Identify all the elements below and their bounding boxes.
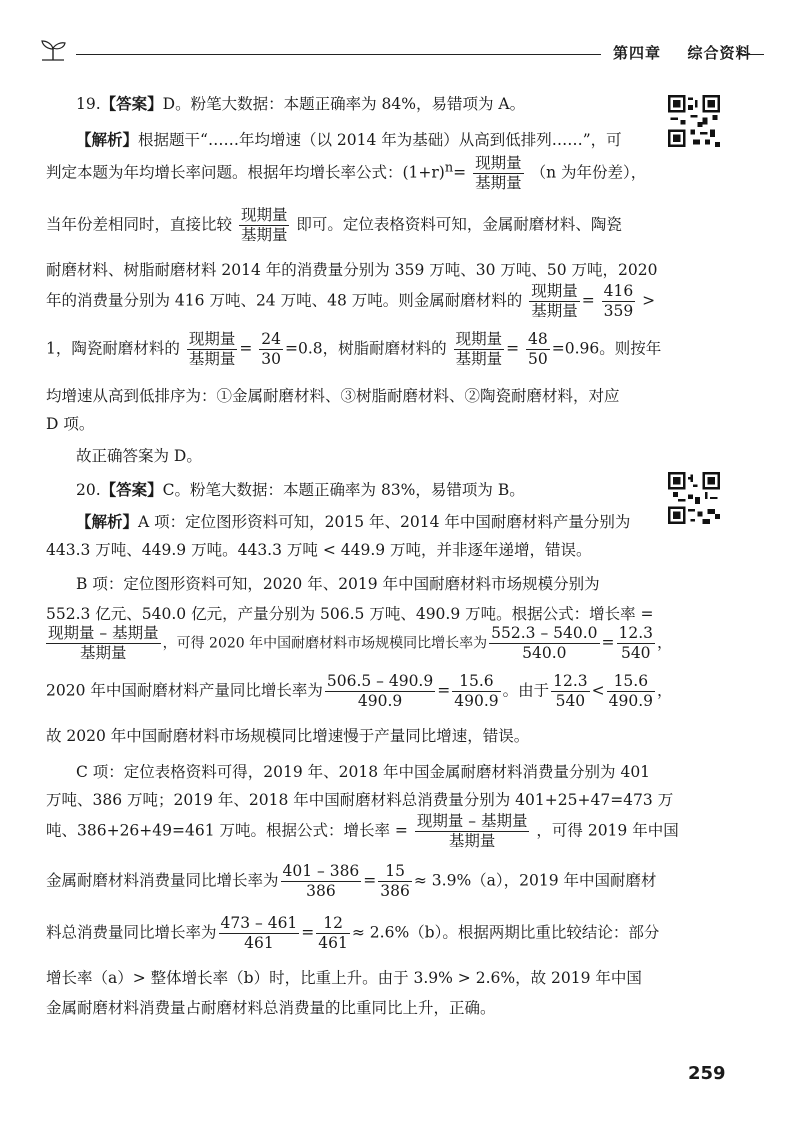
q19-text: = bbox=[239, 339, 253, 358]
fraction-numerator: 473 – 461 bbox=[220, 914, 298, 932]
fraction-denominator: 基期量 bbox=[188, 350, 236, 368]
q20-text: ≈ 2.6%（b）。根据两期比重比较结论：部分 bbox=[351, 923, 660, 942]
q20-analysis-c7: 金属耐磨材料消费量占耐磨材料总消费量的比重同比上升，正确。 bbox=[46, 999, 496, 1017]
q19-text: 年的消费量分别为 416 万吨、24 万吨、48 万吨。则金属耐磨材料的 bbox=[46, 291, 523, 310]
fraction-numerator: 506.5 – 490.9 bbox=[326, 672, 434, 690]
fraction bbox=[473, 154, 524, 193]
fraction-denominator: 461 bbox=[318, 934, 348, 952]
q19-answer-text: D。粉笔大数据：本题正确率为 84%，易错项为 A。 bbox=[162, 95, 526, 113]
fraction-numerator: 552.3 – 540.0 bbox=[491, 624, 598, 642]
q19-number: 19. bbox=[76, 95, 101, 113]
q19-answer-line bbox=[46, 92, 525, 114]
fraction-numerator: 现期量 bbox=[188, 330, 236, 348]
q20-answer-text: C。粉笔大数据：本题正确率为 83%，易错项为 B。 bbox=[162, 481, 525, 499]
fraction-denominator: 386 bbox=[306, 882, 336, 900]
fraction bbox=[325, 672, 435, 711]
q19-analysis-line-4: 耐磨材料、树脂耐磨材料 2014 年的消费量分别为 359 万吨、30 万吨、50 万吨，2020 bbox=[46, 261, 658, 279]
fraction-numerator: 12.3 bbox=[618, 624, 654, 642]
q19-analysis-line-6 bbox=[46, 330, 661, 369]
fraction-denominator: 490.9 bbox=[608, 692, 654, 710]
q20-analysis-c5 bbox=[46, 914, 659, 953]
q19-text: = bbox=[581, 291, 595, 310]
fraction-numerator: 现期量 bbox=[531, 282, 578, 300]
fraction-denominator: 461 bbox=[244, 934, 274, 952]
q19-analysis-line-5 bbox=[46, 282, 655, 321]
q20-analysis-b5: 故 2020 年中国耐磨材料市场规模同比增速慢于产量同比增速，错误。 bbox=[46, 727, 530, 745]
chapter-title bbox=[613, 42, 752, 63]
q20-analysis-c3 bbox=[46, 812, 679, 851]
q20-analysis-a1 bbox=[46, 510, 630, 532]
q19-text: 1，陶瓷耐磨材料的 bbox=[46, 339, 180, 358]
fraction bbox=[316, 914, 350, 953]
fraction-numerator: 15 bbox=[378, 862, 412, 882]
page-header bbox=[38, 38, 763, 68]
q20-text: < bbox=[591, 681, 605, 700]
q20-text: ≈ 3.9%（a），2019 年中国耐磨材 bbox=[413, 871, 657, 890]
fraction-denominator: 基期量 bbox=[80, 644, 127, 662]
fraction bbox=[617, 624, 656, 663]
fraction bbox=[259, 330, 283, 369]
fraction bbox=[239, 206, 290, 245]
q19-conclusion: 故正确答案为 D。 bbox=[76, 447, 202, 465]
fraction-numerator: 401 – 386 bbox=[282, 862, 360, 880]
q20-number: 20. bbox=[76, 481, 101, 499]
fraction-denominator: 基期量 bbox=[531, 302, 578, 320]
q19-text: = bbox=[506, 339, 520, 358]
q20-text: 料总消费量同比增长率为 bbox=[46, 923, 217, 942]
fraction bbox=[529, 282, 580, 321]
fraction-numerator: 12.3 bbox=[553, 672, 588, 690]
header-rule-left bbox=[76, 54, 601, 55]
q20-text: 金属耐磨材料消费量同比增长率为 bbox=[46, 871, 279, 890]
fraction-denominator: 359 bbox=[603, 302, 634, 320]
fraction-denominator: 490.9 bbox=[454, 692, 499, 710]
q20-text: ，可得 2020 年中国耐磨材料市场规模同比增长率为 bbox=[162, 635, 488, 652]
q19-text: 当年份差相同时，直接比较 bbox=[46, 215, 233, 234]
section-title: 综合资料 bbox=[687, 44, 752, 62]
q20-analysis-b2: 552.3 亿元、540.0 亿元，产量分别为 506.5 万吨、490.9 万吨。根据公式：增长率 = bbox=[46, 605, 654, 623]
fraction bbox=[415, 812, 530, 851]
q19-text: （n 为年份差）， bbox=[530, 163, 647, 182]
fraction-denominator: 386 bbox=[380, 882, 410, 900]
q19-analysis-line-8: D 项。 bbox=[46, 415, 95, 433]
q19-analysis-label: 【解析】 bbox=[76, 131, 139, 149]
fraction bbox=[187, 330, 238, 369]
q20-analysis-a2: 443.3 万吨、449.9 万吨。443.3 万吨 < 449.9 万吨，并非逐年递增，错误。 bbox=[46, 541, 592, 559]
qr-code-icon[interactable] bbox=[668, 472, 720, 524]
fraction-denominator: 540 bbox=[555, 692, 586, 710]
q20-text: 2020 年中国耐磨材料产量同比增长率为 bbox=[46, 681, 323, 700]
q20-analysis-label: 【解析】 bbox=[76, 513, 139, 531]
fraction-numerator: 现期量 bbox=[475, 154, 522, 172]
fraction bbox=[607, 672, 655, 711]
q19-analysis-line-1 bbox=[46, 128, 622, 150]
q19-text: 即可。定位表格资料可知，金属耐磨材料、陶瓷 bbox=[296, 215, 622, 234]
page-number: 259 bbox=[688, 1063, 726, 1084]
q20-text: A 项：定位图形资料可知，2015 年、2014 年中国耐磨材料产量分别为 bbox=[138, 513, 631, 531]
fraction bbox=[281, 862, 362, 901]
fraction bbox=[526, 330, 550, 369]
q20-text: = bbox=[363, 871, 377, 890]
fraction-denominator: 基期量 bbox=[240, 226, 288, 244]
q20-analysis-b1: B 项：定位图形资料可知，2020 年、2019 年中国耐磨材料市场规模分别为 bbox=[76, 575, 600, 593]
fraction bbox=[602, 282, 636, 321]
fraction-numerator: 15.6 bbox=[607, 672, 655, 692]
q19-answer-label: 【答案】 bbox=[100, 95, 163, 113]
q19-text: = bbox=[453, 163, 467, 182]
chapter-number: 第四章 bbox=[613, 44, 662, 62]
q19-text: 判定本题为年均增长率问题。根据年均增长率公式：(1+r) bbox=[46, 163, 445, 182]
q20-analysis-b3: $\frac{\text{现期量 – 基期量}}{\text{基期量}}$ ，可得 2020 年中国耐磨材料市场规模同比增长率为 $\frac{552.3 - 540.0}{540.0}$ = $\frac{12.3}{540}$ ， bbox=[48, 624, 673, 662]
fraction bbox=[46, 624, 161, 663]
fraction-denominator: 基期量 bbox=[455, 350, 503, 368]
q20-text: 吨、386+26+49=461 万吨。根据公式：增长率 = bbox=[46, 821, 408, 840]
q20-analysis-c1: C 项：定位表格资料可得，2019 年、2018 年中国金属耐磨材料消费量分别为 401 bbox=[76, 763, 651, 781]
fraction-numerator: 24 bbox=[261, 330, 281, 348]
q20-analysis-c4 bbox=[46, 862, 657, 901]
fraction bbox=[452, 672, 500, 711]
q20-analysis-b4: 2020 年中国耐磨材料产量同比增长率为 $\frac{506.5 - 490.9}{490.9}$ = $\frac{15.6}{490.9}$ 。由于 $\frac{12.3}{540}$ < $\frac{15.6}{490.9}$ ， bbox=[46, 672, 673, 710]
fraction bbox=[378, 862, 412, 901]
q19-superscript: n bbox=[444, 160, 454, 176]
fraction-numerator: 现期量 – 基期量 bbox=[416, 812, 528, 830]
fraction-numerator: 12 bbox=[316, 914, 350, 934]
q20-answer-line bbox=[46, 478, 525, 500]
q19-analysis-line-2 bbox=[46, 154, 646, 193]
q20-answer-label: 【答案】 bbox=[100, 481, 163, 499]
q19-analysis-line-7: 均增速从高到低排序为：①金属耐磨材料、③树脂耐磨材料、②陶瓷耐磨材料，对应 bbox=[46, 387, 620, 405]
fraction-denominator: 540.0 bbox=[522, 644, 567, 662]
q19-analysis-line-3 bbox=[46, 206, 622, 245]
fraction-numerator: 现期量 bbox=[240, 206, 288, 224]
fraction-numerator: 15.6 bbox=[452, 672, 500, 692]
q20-text: = bbox=[601, 633, 615, 652]
q20-text: 。由于 bbox=[502, 681, 550, 700]
fraction-denominator: 基期量 bbox=[448, 832, 496, 850]
q19-text: =0.8，树脂耐磨材料的 bbox=[285, 339, 447, 358]
fraction-numerator: 48 bbox=[528, 330, 548, 348]
q19-text: > bbox=[642, 291, 656, 310]
fraction-numerator: 现期量 bbox=[455, 330, 503, 348]
header-rule-right bbox=[738, 54, 764, 55]
fraction-denominator: 490.9 bbox=[357, 692, 403, 710]
q20-text: = bbox=[301, 923, 315, 942]
q19-text: =0.96。则按年 bbox=[551, 339, 662, 358]
fraction-numerator: 416 bbox=[603, 282, 634, 300]
fraction-denominator: 540 bbox=[620, 644, 651, 662]
q20-text: ，可得 2019 年中国 bbox=[536, 821, 679, 840]
fraction bbox=[454, 330, 505, 369]
fraction bbox=[489, 624, 599, 663]
q19-text: 根据题干“……年均增速（以 2014 年为基础）从高到低排列……”，可 bbox=[138, 131, 622, 149]
fraction bbox=[551, 672, 590, 711]
fraction-denominator: 30 bbox=[261, 350, 281, 368]
sprout-icon bbox=[38, 38, 68, 62]
q20-text: = bbox=[437, 681, 451, 700]
q20-analysis-c2: 万吨、386 万吨；2019 年、2018 年中国耐磨材料总消费量分别为 401+25+47=473 万 bbox=[46, 791, 674, 809]
q20-analysis-c6: 增长率（a）> 整体增长率（b）时，比重上升。由于 3.9% > 2.6%，故 2019 年中国 bbox=[46, 969, 642, 987]
fraction-denominator: 50 bbox=[528, 350, 548, 368]
qr-code-icon[interactable] bbox=[668, 95, 720, 147]
fraction bbox=[219, 914, 300, 953]
fraction-numerator: 现期量 – 基期量 bbox=[48, 624, 159, 642]
fraction-denominator: 基期量 bbox=[475, 174, 522, 192]
